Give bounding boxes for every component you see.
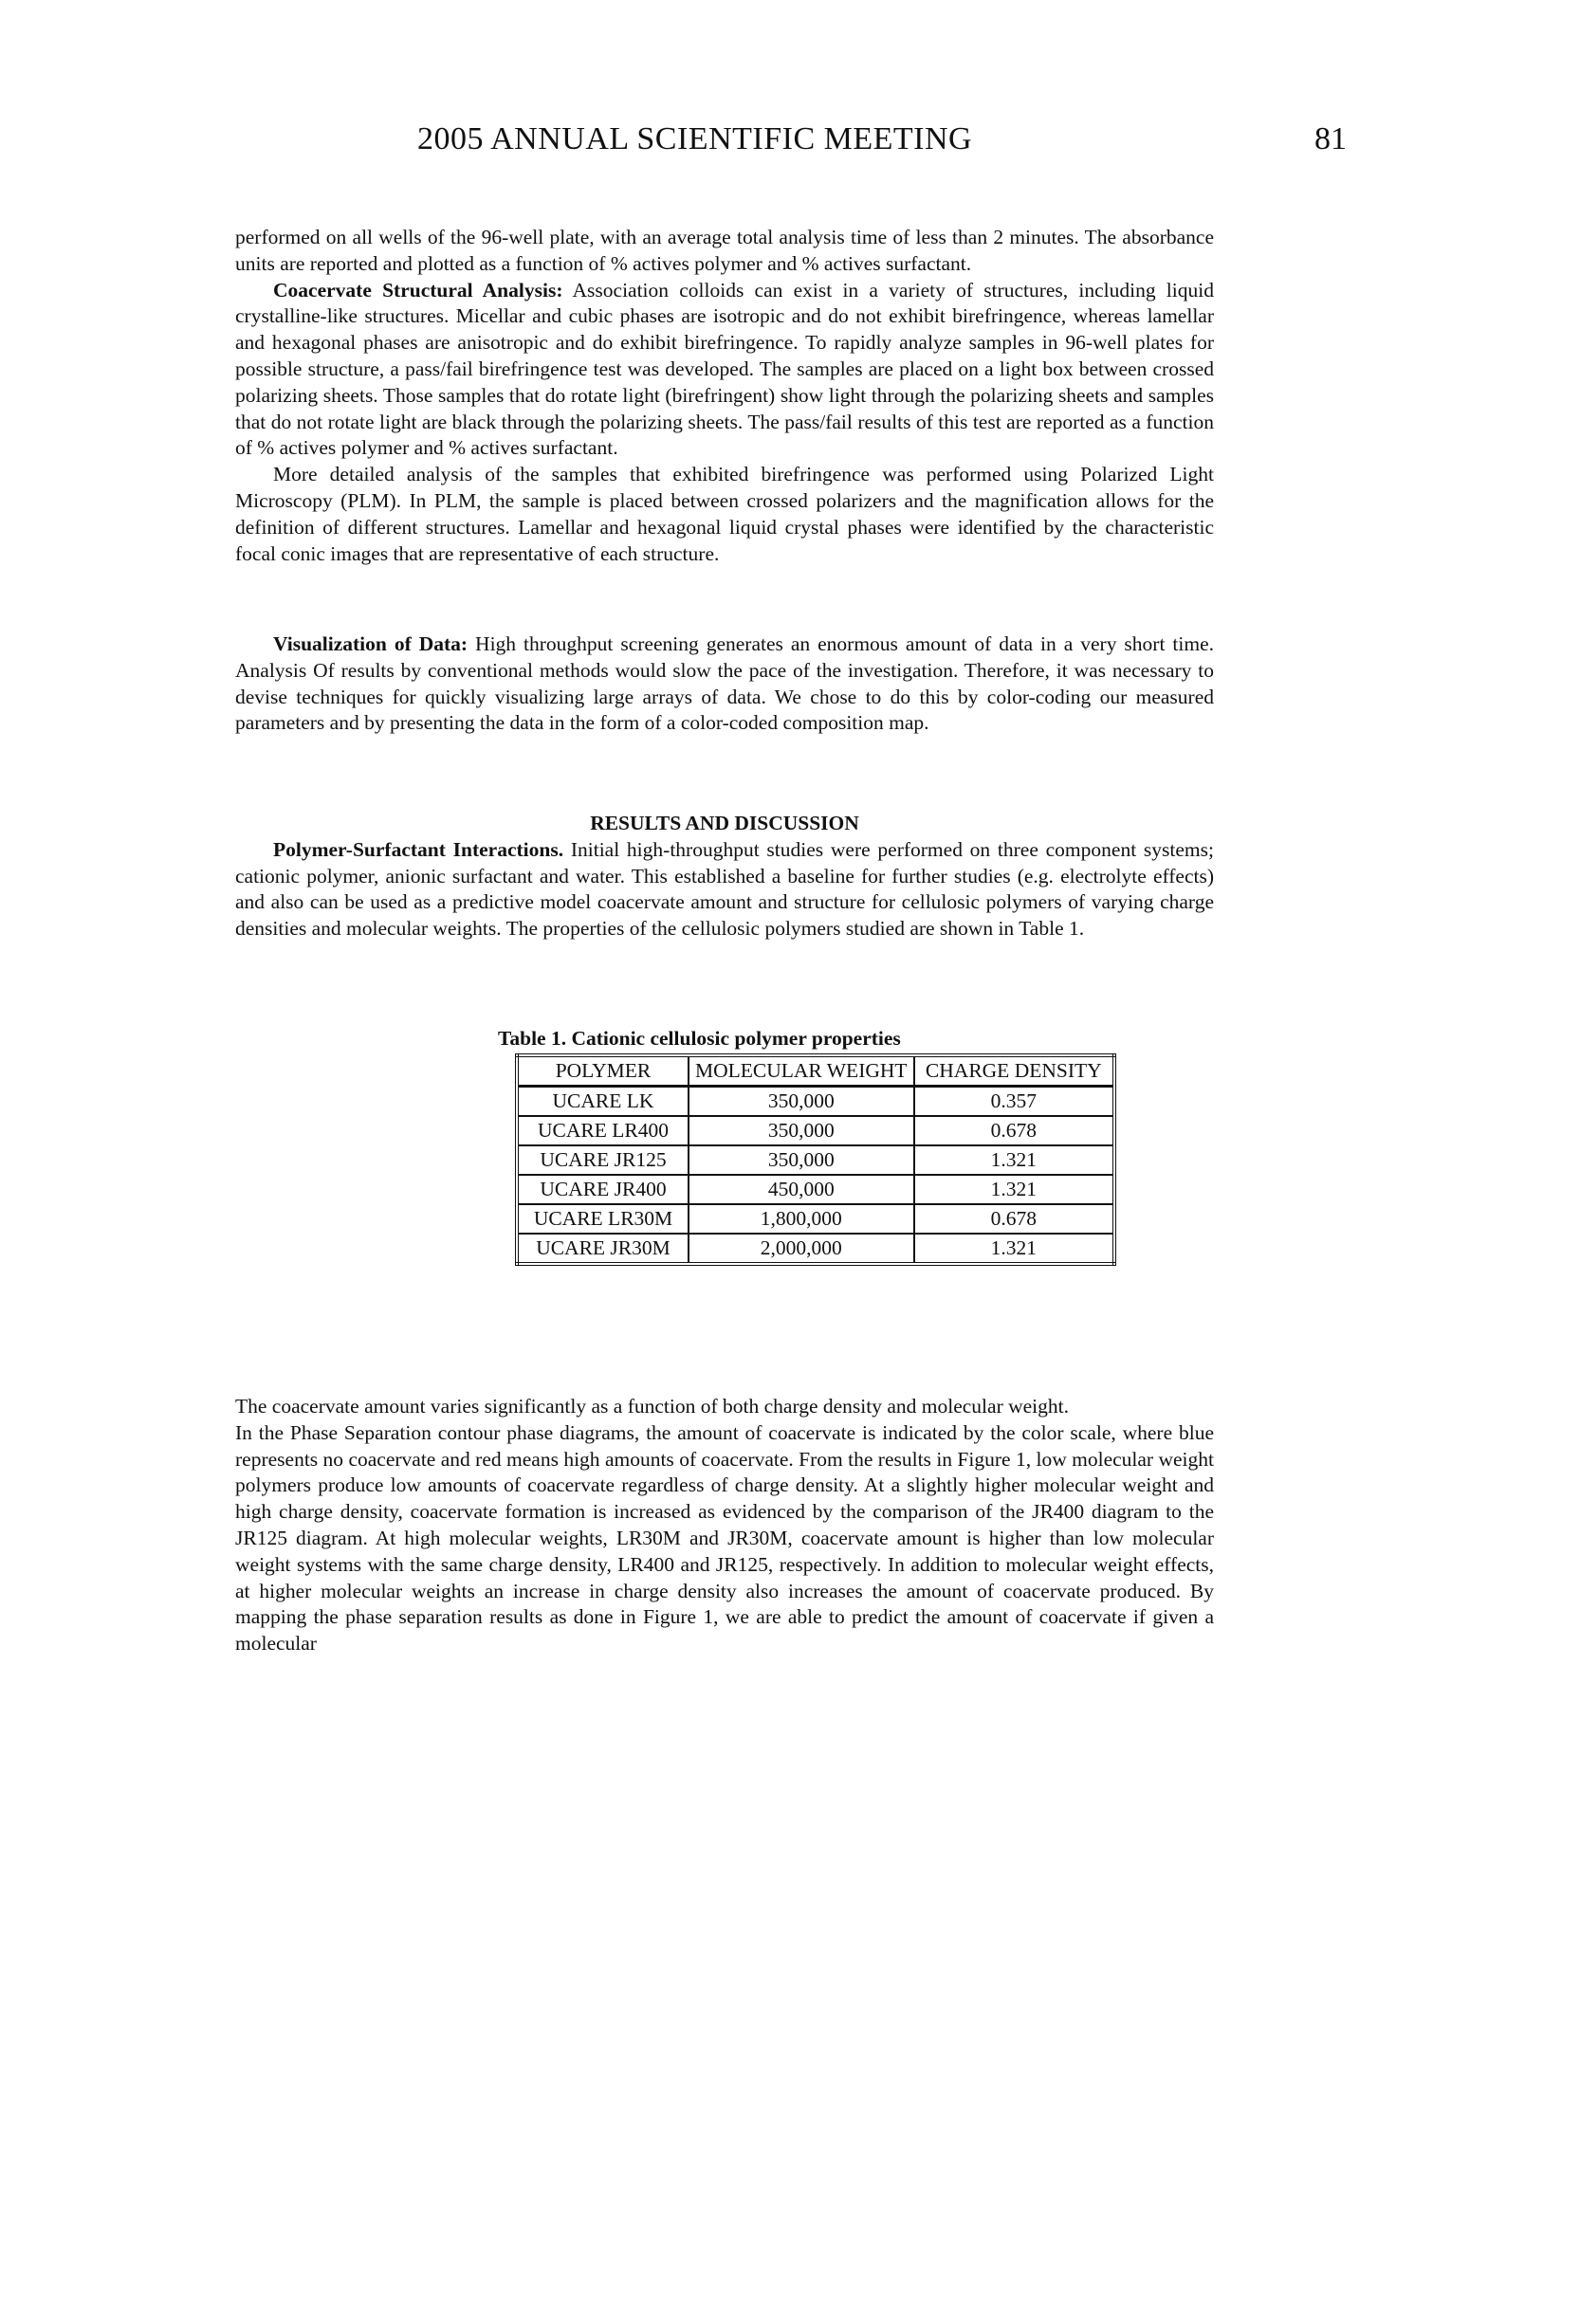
paragraph	[235, 837, 1214, 942]
paragraph-text: Association colloids can exist in a variety of structures, including liquid crystalline-like structures. Micellar and cubic phases are isotropic and do not exhibit birefringence, whereas lamellar and hexagonal phases are anisotropic and do exhibit birefringence. To rapidly analyze samples in 96-well plates for possible structure, a pass/fail birefringence test was developed. The samples are placed on a light box between crossed polarizing sheets. Those samples that do rotate light (birefringent) show light through the polarizing sheets and samples that do not rotate light are black through the polarizing sheets. The pass/fail results of this test are reported as a function of % actives polymer and % actives surfactant.	[235, 278, 1214, 460]
discussion-section	[235, 1394, 1214, 1657]
run-in-heading: Visualization of Data:	[273, 632, 468, 655]
paragraph: In the Phase Separation contour phase diagrams, the amount of coacervate is indicated by the color scale, where blue represents no coacervate and red means high amounts of coacervate. From the results in Figure 1, low molecular weight polymers produce low amounts of coacervate regardless of charge density. At a slightly higher molecular weight and high charge density, coacervate formation is increased as evidenced by the comparison of the JR400 diagram to the JR125 diagram. At high molecular weights, LR30M and JR30M, coacervate amount is higher than low molecular weight systems with the same charge density, LR400 and JR125, respectively. In addition to molecular weight effects, at higher molecular weights an increase in charge density also increases the amount of coacervate produced. By mapping the phase separation results as done in Figure 1, we are able to predict the amount of coacervate if given a molecular	[235, 1420, 1214, 1656]
table-row	[517, 1234, 1114, 1264]
table-caption: Table 1. Cationic cellulosic polymer properties	[498, 1027, 901, 1050]
paragraph: performed on all wells of the 96-well plate, with an average total analysis time of less than 2 minutes. The absorbance units are reported and plotted as a function of % actives polymer and % actives surfactant.	[235, 226, 1214, 275]
table-row	[517, 1087, 1114, 1117]
visualization-section	[235, 631, 1214, 737]
table-cell: 350,000	[689, 1087, 914, 1117]
paragraph: More detailed analysis of the samples that exhibited birefringence was performed using Polarized Light Microscopy (PLM). In PLM, the sample is placed between crossed polarizers and the magnification allows for the definition of different structures. Lamellar and hexagonal liquid crystal phases were identified by the characteristic focal conic images that are representative of each structure.	[235, 463, 1214, 565]
paragraph	[235, 278, 1214, 463]
table-row	[517, 1145, 1114, 1175]
table-row	[517, 1116, 1114, 1145]
results-section	[235, 811, 1214, 942]
table-cell: UCARE LK	[517, 1087, 689, 1117]
table-row	[517, 1204, 1114, 1234]
running-header: 2005 ANNUAL SCIENTIFIC MEETING	[417, 121, 973, 156]
table-cell: 1.321	[914, 1145, 1114, 1175]
column-header: CHARGE DENSITY	[914, 1055, 1114, 1087]
table-cell: 1.321	[914, 1175, 1114, 1204]
polymer-properties-table	[515, 1053, 1116, 1266]
table-cell: UCARE LR400	[517, 1116, 689, 1145]
column-header: POLYMER	[517, 1055, 689, 1087]
column-header: MOLECULAR WEIGHT	[689, 1055, 914, 1087]
run-in-heading: Coacervate Structural Analysis:	[273, 278, 563, 302]
table-cell: 1,800,000	[689, 1204, 914, 1234]
table-cell: UCARE JR125	[517, 1145, 689, 1175]
table-cell: 2,000,000	[689, 1234, 914, 1264]
paragraph: The coacervate amount varies significantly as a function of both charge density and molecular weight.	[235, 1395, 1070, 1418]
table-cell: 350,000	[689, 1116, 914, 1145]
section-heading: RESULTS AND DISCUSSION	[590, 812, 859, 834]
table-cell: UCARE JR400	[517, 1175, 689, 1204]
table-cell: 350,000	[689, 1145, 914, 1175]
run-in-heading: Polymer-Surfactant Interactions.	[273, 837, 564, 861]
paragraph	[235, 631, 1214, 737]
paragraph-text: High throughput screening generates an enormous amount of data in a very short time. Analysis Of results by conventional methods would slow the pace of the investigation. Therefore, it was necessary to devise techniques for quickly visualizing large arrays of data. We chose to do this by color-coding our measured parameters and by presenting the data in the form of a color-coded composition map.	[235, 632, 1214, 735]
table-cell: 0.357	[914, 1087, 1114, 1117]
page-number: 81	[1314, 121, 1347, 156]
paragraph-text: Initial high-throughput studies were performed on three component systems; cationic polymer, anionic surfactant and water. This established a baseline for further studies (e.g. electrolyte effects) and also can be used as a predictive model coacervate amount and structure for cellulosic polymers of varying charge densities and molecular weights. The properties of the cellulosic polymers studied are shown in Table 1.	[235, 837, 1214, 941]
table-header-row	[517, 1055, 1114, 1087]
table-cell: 1.321	[914, 1234, 1114, 1264]
table-cell: 0.678	[914, 1204, 1114, 1234]
table-row	[517, 1175, 1114, 1204]
methods-section	[235, 225, 1214, 567]
table-cell: 0.678	[914, 1116, 1114, 1145]
table-cell: UCARE JR30M	[517, 1234, 689, 1264]
table-cell: 450,000	[689, 1175, 914, 1204]
table-cell: UCARE LR30M	[517, 1204, 689, 1234]
